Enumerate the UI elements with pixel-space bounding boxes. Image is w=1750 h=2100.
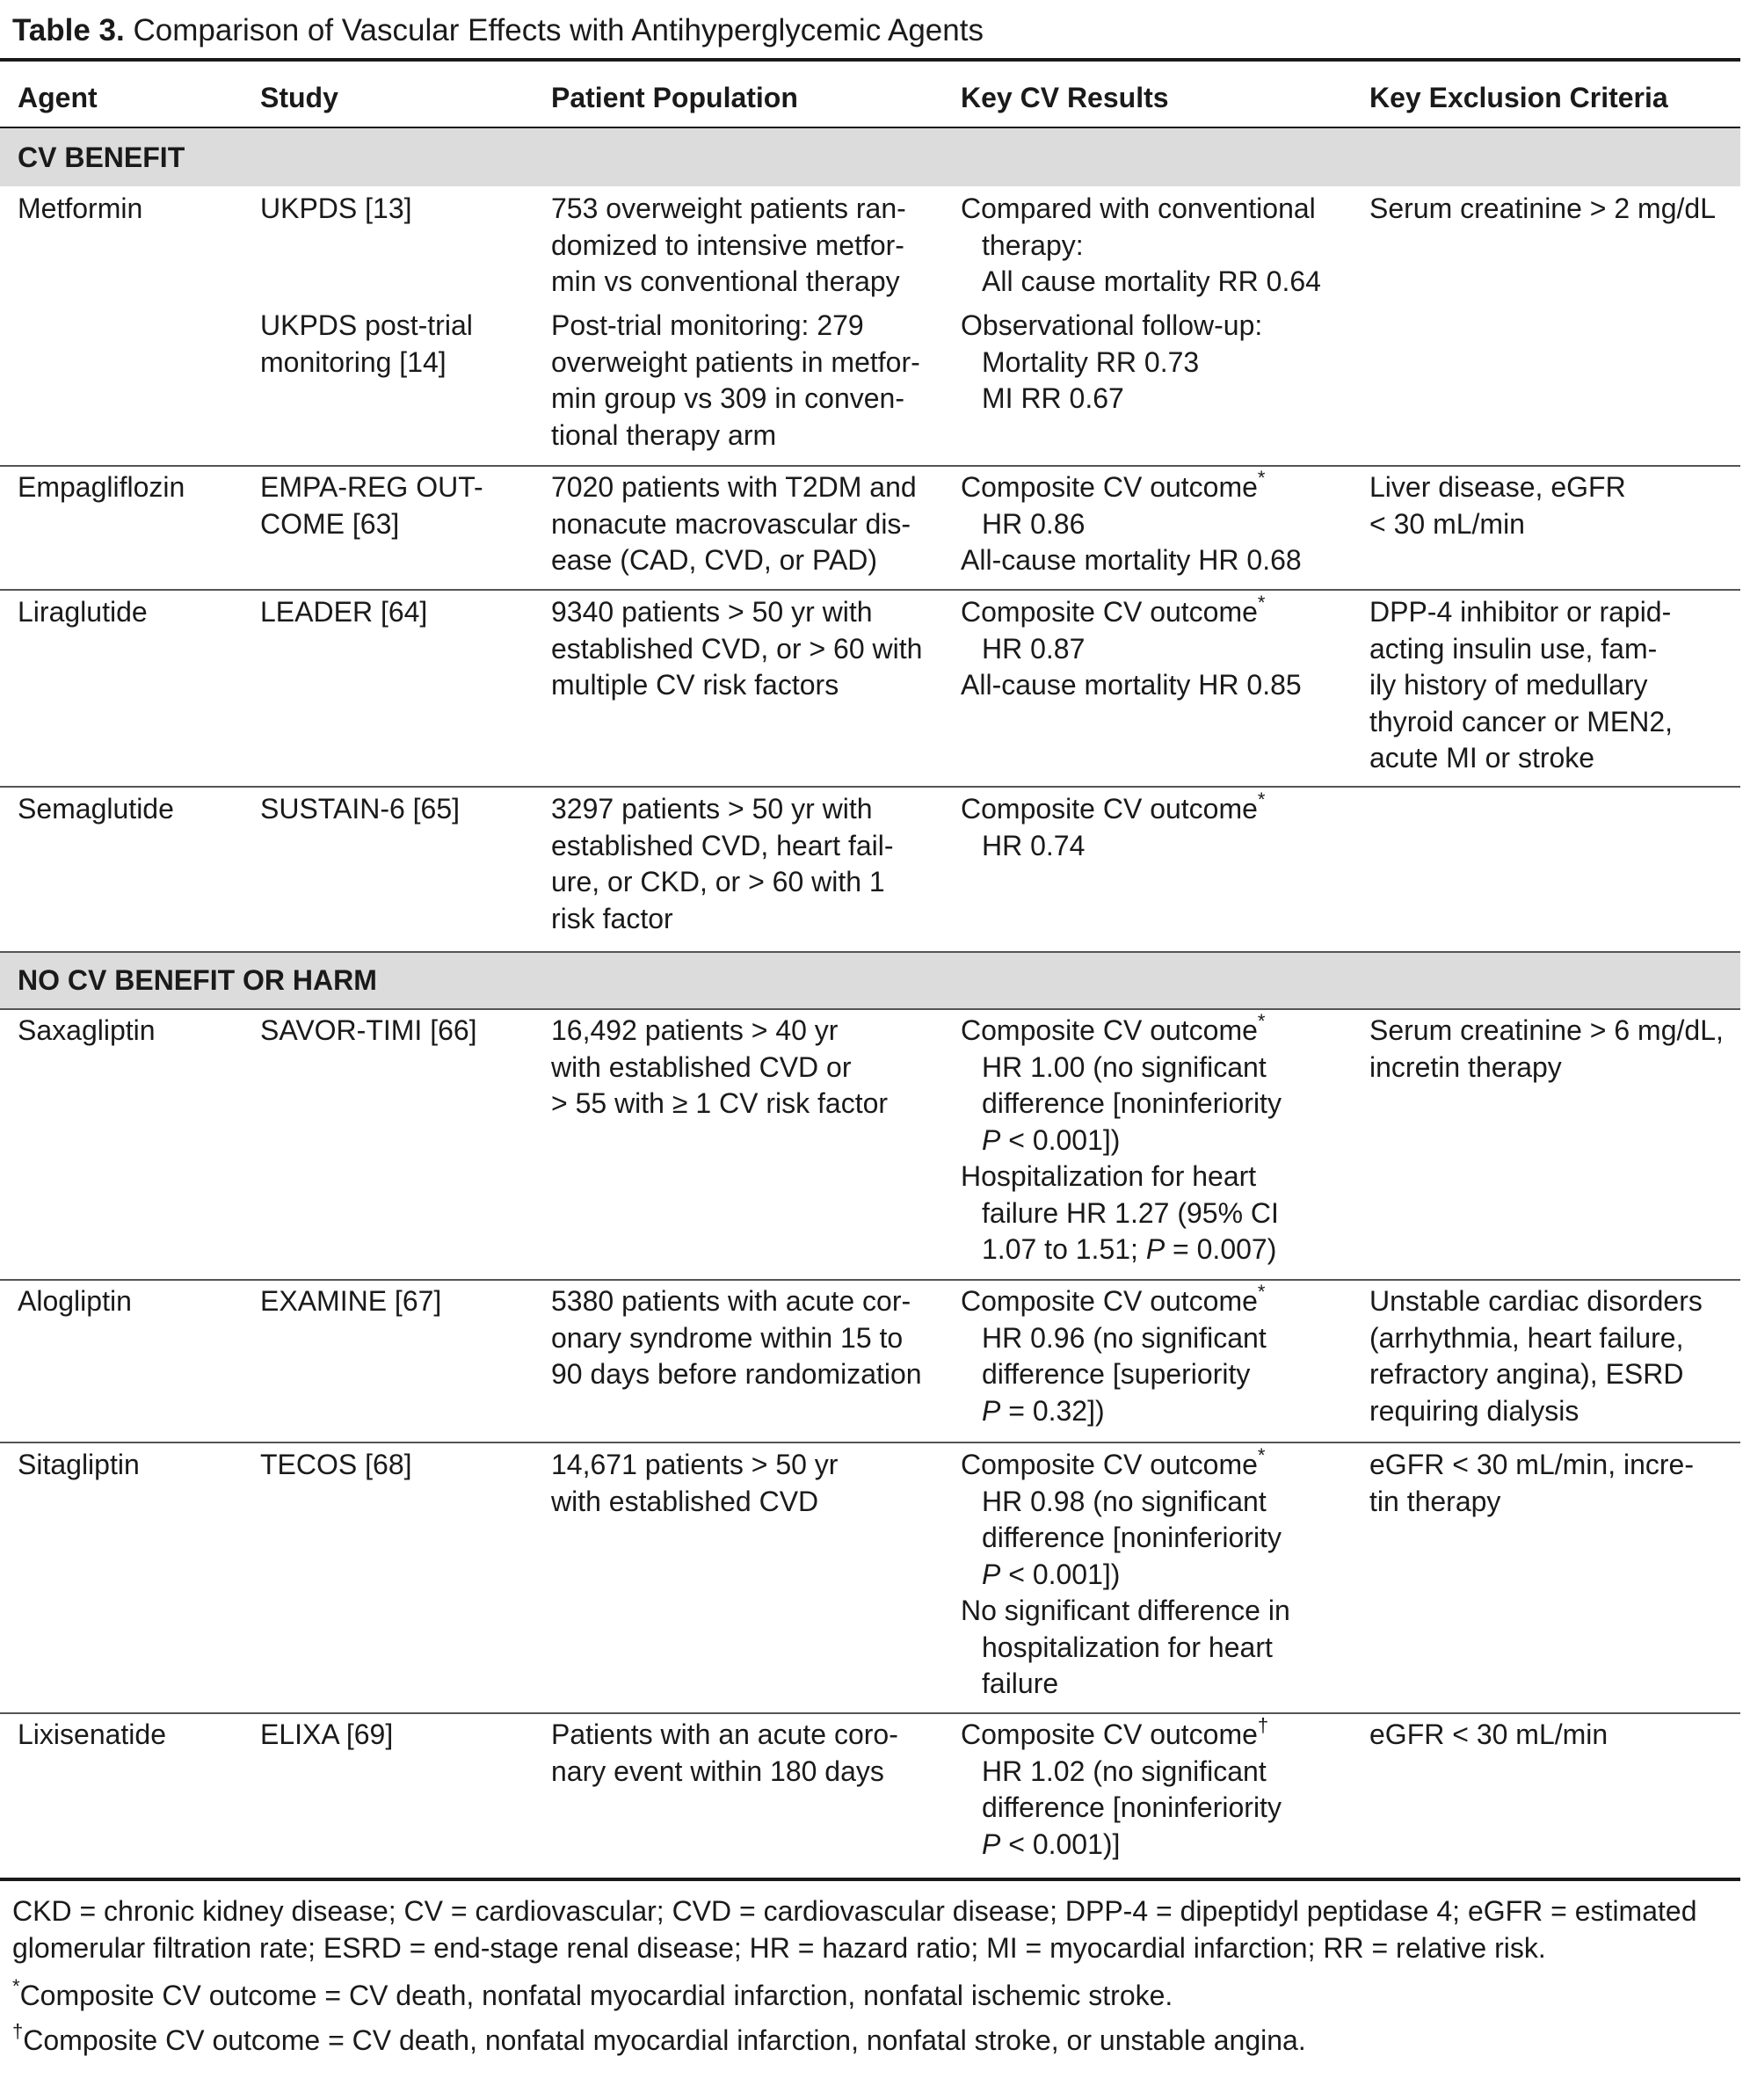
cell-results (961, 1283, 1267, 1429)
cell-line: All-cause mortality HR 0.85 (961, 669, 1302, 701)
cell-line: Compared with conventional (961, 193, 1316, 224)
cell-line: Serum creatinine > 2 mg/dL (1369, 193, 1716, 224)
cell-line: established CVD, heart fail- (551, 829, 894, 861)
cell-line: MI RR 0.67 (982, 382, 1124, 414)
cell-line: 1.07 to 1.51; P = 0.007) (982, 1233, 1277, 1265)
cell-line: Composite CV outcome* (961, 592, 1266, 628)
cell-line: LEADER [64] (260, 596, 428, 628)
footnote-dagger: †Composite CV outcome = CV death, nonfatal myocardial infarction, nonfatal stroke, or unstable angina. (12, 2020, 1306, 2056)
cell-line: eGFR < 30 mL/min (1369, 1719, 1608, 1750)
cell-line: < 30 mL/min (1369, 507, 1525, 540)
cell-line: All cause mortality RR 0.64 (982, 265, 1321, 297)
cell-results (961, 1010, 1282, 1268)
cell-study (260, 308, 473, 381)
cell-population (551, 1283, 922, 1393)
cell-results (961, 594, 1302, 704)
cell-exclusion (1369, 1283, 1703, 1429)
cell-line: with established CVD or (551, 1050, 852, 1083)
cell-agent (18, 1447, 140, 1484)
cell-line: ure, or CKD, or > 60 with 1 (551, 866, 885, 897)
cell-line: 9340 patients > 50 yr with (551, 596, 873, 628)
cell-line: HR 1.02 (no significant (982, 1755, 1267, 1787)
cell-line: domized to intensive metfor- (551, 229, 904, 261)
cell-agent (18, 1717, 166, 1754)
cell-line: HR 0.98 (no significant (982, 1485, 1267, 1517)
cell-line: UKPDS post-trial (260, 309, 473, 341)
cell-study (260, 191, 412, 228)
cell-line: difference [noninferiority (982, 1522, 1282, 1553)
cell-results (961, 308, 1262, 418)
cell-line: refractory angina), ESRD (1369, 1358, 1684, 1390)
cell-study (260, 594, 427, 631)
cell-line: hospitalization for heart (982, 1631, 1273, 1663)
cell-results (961, 788, 1266, 864)
header-population: Patient Population (551, 82, 798, 113)
cell-line: min group vs 309 in conven- (551, 382, 904, 414)
cell-line: No significant difference in (961, 1595, 1290, 1626)
cell-population (551, 1717, 898, 1790)
cell-population (551, 1447, 838, 1520)
cell-study (260, 1717, 393, 1754)
cell-line: Composite CV outcome* (961, 1281, 1266, 1317)
cell-line: > 55 with ≥ 1 CV risk factor (551, 1087, 889, 1119)
cell-agent (18, 191, 142, 228)
table-label: Table 3. (12, 13, 125, 47)
cell-line: 3297 patients > 50 yr with (551, 793, 873, 825)
cell-line: EMPA-REG OUT- (260, 471, 483, 503)
cell-line: 14,671 patients > 50 yr (551, 1449, 839, 1480)
cell-line: 753 overweight patients ran- (551, 193, 906, 224)
cell-line: difference [noninferiority (982, 1791, 1282, 1823)
row-divider (0, 951, 1740, 953)
cell-line: failure HR 1.27 (95% CI (982, 1196, 1279, 1229)
cell-line: acute MI or stroke (1369, 742, 1595, 774)
cell-study (260, 791, 460, 828)
cell-results (961, 191, 1321, 301)
footnote-abbreviations-2: glomerular filtration rate; ESRD = end-stage renal disease; HR = hazard ratio; MI = myocardial infarction; RR = relative risk. (12, 1932, 1546, 1964)
cell-agent (18, 1283, 132, 1320)
cell-line: tional therapy arm (551, 418, 777, 451)
cell-line: difference [superiority (982, 1358, 1251, 1390)
cell-exclusion (1369, 469, 1626, 542)
cell-line: onary syndrome within 15 to (551, 1321, 904, 1354)
cell-line: TECOS [68] (260, 1449, 412, 1480)
section-label: CV BENEFIT (18, 142, 185, 173)
cell-population (551, 791, 894, 937)
cell-line: EXAMINE [67] (260, 1285, 442, 1317)
cell-line: HR 1.00 (no significant (982, 1050, 1267, 1083)
cell-line: 90 days before randomization (551, 1358, 922, 1390)
cell-line: DPP-4 inhibitor or rapid- (1369, 596, 1672, 628)
cell-study (260, 1447, 412, 1484)
top-rule (0, 58, 1740, 62)
cell-line: 7020 patients with T2DM and (551, 471, 917, 503)
cell-line: ease (CAD, CVD, or PAD) (551, 544, 878, 576)
cell-line: Lixisenatide (18, 1719, 166, 1750)
cell-line: eGFR < 30 mL/min, incre- (1369, 1449, 1694, 1480)
cell-line: SAVOR-TIMI [66] (260, 1014, 477, 1046)
cell-study (260, 1013, 477, 1050)
cell-population (551, 469, 917, 579)
cell-results (961, 469, 1302, 579)
cell-line: ELIXA [69] (260, 1719, 394, 1750)
cell-exclusion (1369, 1717, 1608, 1754)
cell-line: Empagliflozin (18, 471, 185, 503)
cell-line: Semaglutide (18, 793, 174, 825)
cell-line: tin therapy (1369, 1485, 1501, 1517)
cell-line: multiple CV risk factors (551, 669, 839, 701)
cell-exclusion (1369, 1013, 1724, 1086)
table-title: Comparison of Vascular Effects with Antihyperglycemic Agents (133, 13, 984, 47)
header-exclusion: Key Exclusion Criteria (1369, 82, 1668, 113)
row-divider (0, 1442, 1740, 1443)
cell-exclusion (1369, 1447, 1694, 1520)
cell-line: Alogliptin (18, 1285, 132, 1317)
cell-agent (18, 791, 174, 828)
cell-line: P < 0.001]) (982, 1558, 1121, 1590)
cell-line: Patients with an acute coro- (551, 1719, 898, 1750)
cell-agent (18, 1013, 156, 1050)
bottom-rule (0, 1878, 1740, 1881)
cell-line: monitoring [14] (260, 345, 447, 378)
cell-line: nary event within 180 days (551, 1755, 884, 1787)
cell-line: P < 0.001]) (982, 1123, 1121, 1156)
cell-population (551, 191, 906, 301)
cell-results (961, 1444, 1290, 1703)
cell-line: nonacute macrovascular dis- (551, 507, 911, 540)
cell-line: Liver disease, eGFR (1369, 471, 1626, 503)
cell-line: P < 0.001)] (982, 1828, 1121, 1860)
table-caption (12, 5, 984, 56)
cell-population (551, 1013, 888, 1123)
footnote-asterisk: *Composite CV outcome = CV death, nonfatal myocardial infarction, nonfatal ischemic stroke. (12, 1975, 1173, 2011)
row-divider (0, 1008, 1740, 1010)
cell-population (551, 594, 922, 704)
cell-line: incretin therapy (1369, 1050, 1562, 1083)
cell-line: P = 0.32]) (982, 1394, 1105, 1427)
cell-line: All-cause mortality HR 0.68 (961, 544, 1302, 576)
cell-line: therapy: (982, 229, 1084, 261)
cell-line: Mortality RR 0.73 (982, 345, 1200, 378)
row-divider (0, 465, 1740, 467)
cell-line: Liraglutide (18, 596, 148, 628)
cell-study (260, 469, 483, 542)
cell-line: HR 0.86 (982, 507, 1086, 540)
cell-agent (18, 469, 185, 506)
cell-line: Composite CV outcome* (961, 1444, 1266, 1480)
cell-line: requiring dialysis (1369, 1394, 1579, 1427)
cell-exclusion (1369, 594, 1673, 777)
cell-line: thyroid cancer or MEN2, (1369, 705, 1674, 738)
row-divider (0, 589, 1740, 591)
cell-line: established CVD, or > 60 with (551, 632, 923, 665)
section-cv-benefit (0, 128, 1740, 186)
cell-line: ily history of medullary (1369, 669, 1648, 701)
header-results: Key CV Results (961, 82, 1169, 113)
cell-line: Metformin (18, 193, 143, 224)
cell-line: Unstable cardiac disorders (1369, 1285, 1703, 1317)
cell-line: (arrhythmia, heart failure, (1369, 1321, 1684, 1354)
cell-line: Post-trial monitoring: 279 (551, 309, 864, 341)
cell-line: Observational follow-up: (961, 309, 1263, 341)
cell-exclusion (1369, 191, 1716, 228)
section-no-benefit (0, 951, 1740, 1009)
cell-line: UKPDS [13] (260, 193, 412, 224)
cell-line: Hospitalization for heart (961, 1160, 1257, 1192)
cell-results (961, 1714, 1282, 1863)
row-divider (0, 1279, 1740, 1281)
cell-line: with established CVD (551, 1485, 819, 1517)
cell-line: Composite CV outcome* (961, 467, 1266, 503)
cell-line: risk factor (551, 902, 673, 934)
row-divider (0, 786, 1740, 788)
cell-line: 5380 patients with acute cor- (551, 1285, 911, 1317)
cell-agent (18, 594, 148, 631)
cell-line: SUSTAIN-6 [65] (260, 793, 461, 825)
cell-line: Composite CV outcome† (961, 1714, 1269, 1750)
footnote-abbreviations-1: CKD = chronic kidney disease; CV = cardiovascular; CVD = cardiovascular disease; DPP-4 = dipeptidyl peptidase 4; eGFR = estimated (12, 1895, 1697, 1927)
cell-study (260, 1283, 441, 1320)
section-label: NO CV BENEFIT OR HARM (18, 964, 377, 996)
cell-line: 16,492 patients > 40 yr (551, 1014, 839, 1046)
cell-line: acting insulin use, fam- (1369, 632, 1658, 665)
cell-line: Serum creatinine > 6 mg/dL, (1369, 1014, 1724, 1046)
cell-line: Composite CV outcome* (961, 1010, 1266, 1046)
cell-line: Composite CV outcome* (961, 788, 1266, 825)
cell-line: difference [noninferiority (982, 1087, 1282, 1119)
row-divider (0, 1712, 1740, 1714)
header-study: Study (260, 82, 338, 113)
cell-line: min vs conventional therapy (551, 265, 900, 297)
cell-population (551, 308, 920, 454)
header-agent: Agent (18, 82, 98, 113)
cell-line: Sitagliptin (18, 1449, 140, 1480)
cell-line: Saxagliptin (18, 1014, 156, 1046)
cell-line: HR 0.74 (982, 829, 1086, 861)
cell-line: HR 0.87 (982, 632, 1086, 665)
cell-line: HR 0.96 (no significant (982, 1321, 1267, 1354)
header-rule (0, 127, 1740, 128)
cell-line: failure (982, 1668, 1059, 1699)
cell-line: COME [63] (260, 507, 400, 540)
cell-line: overweight patients in metfor- (551, 345, 920, 378)
